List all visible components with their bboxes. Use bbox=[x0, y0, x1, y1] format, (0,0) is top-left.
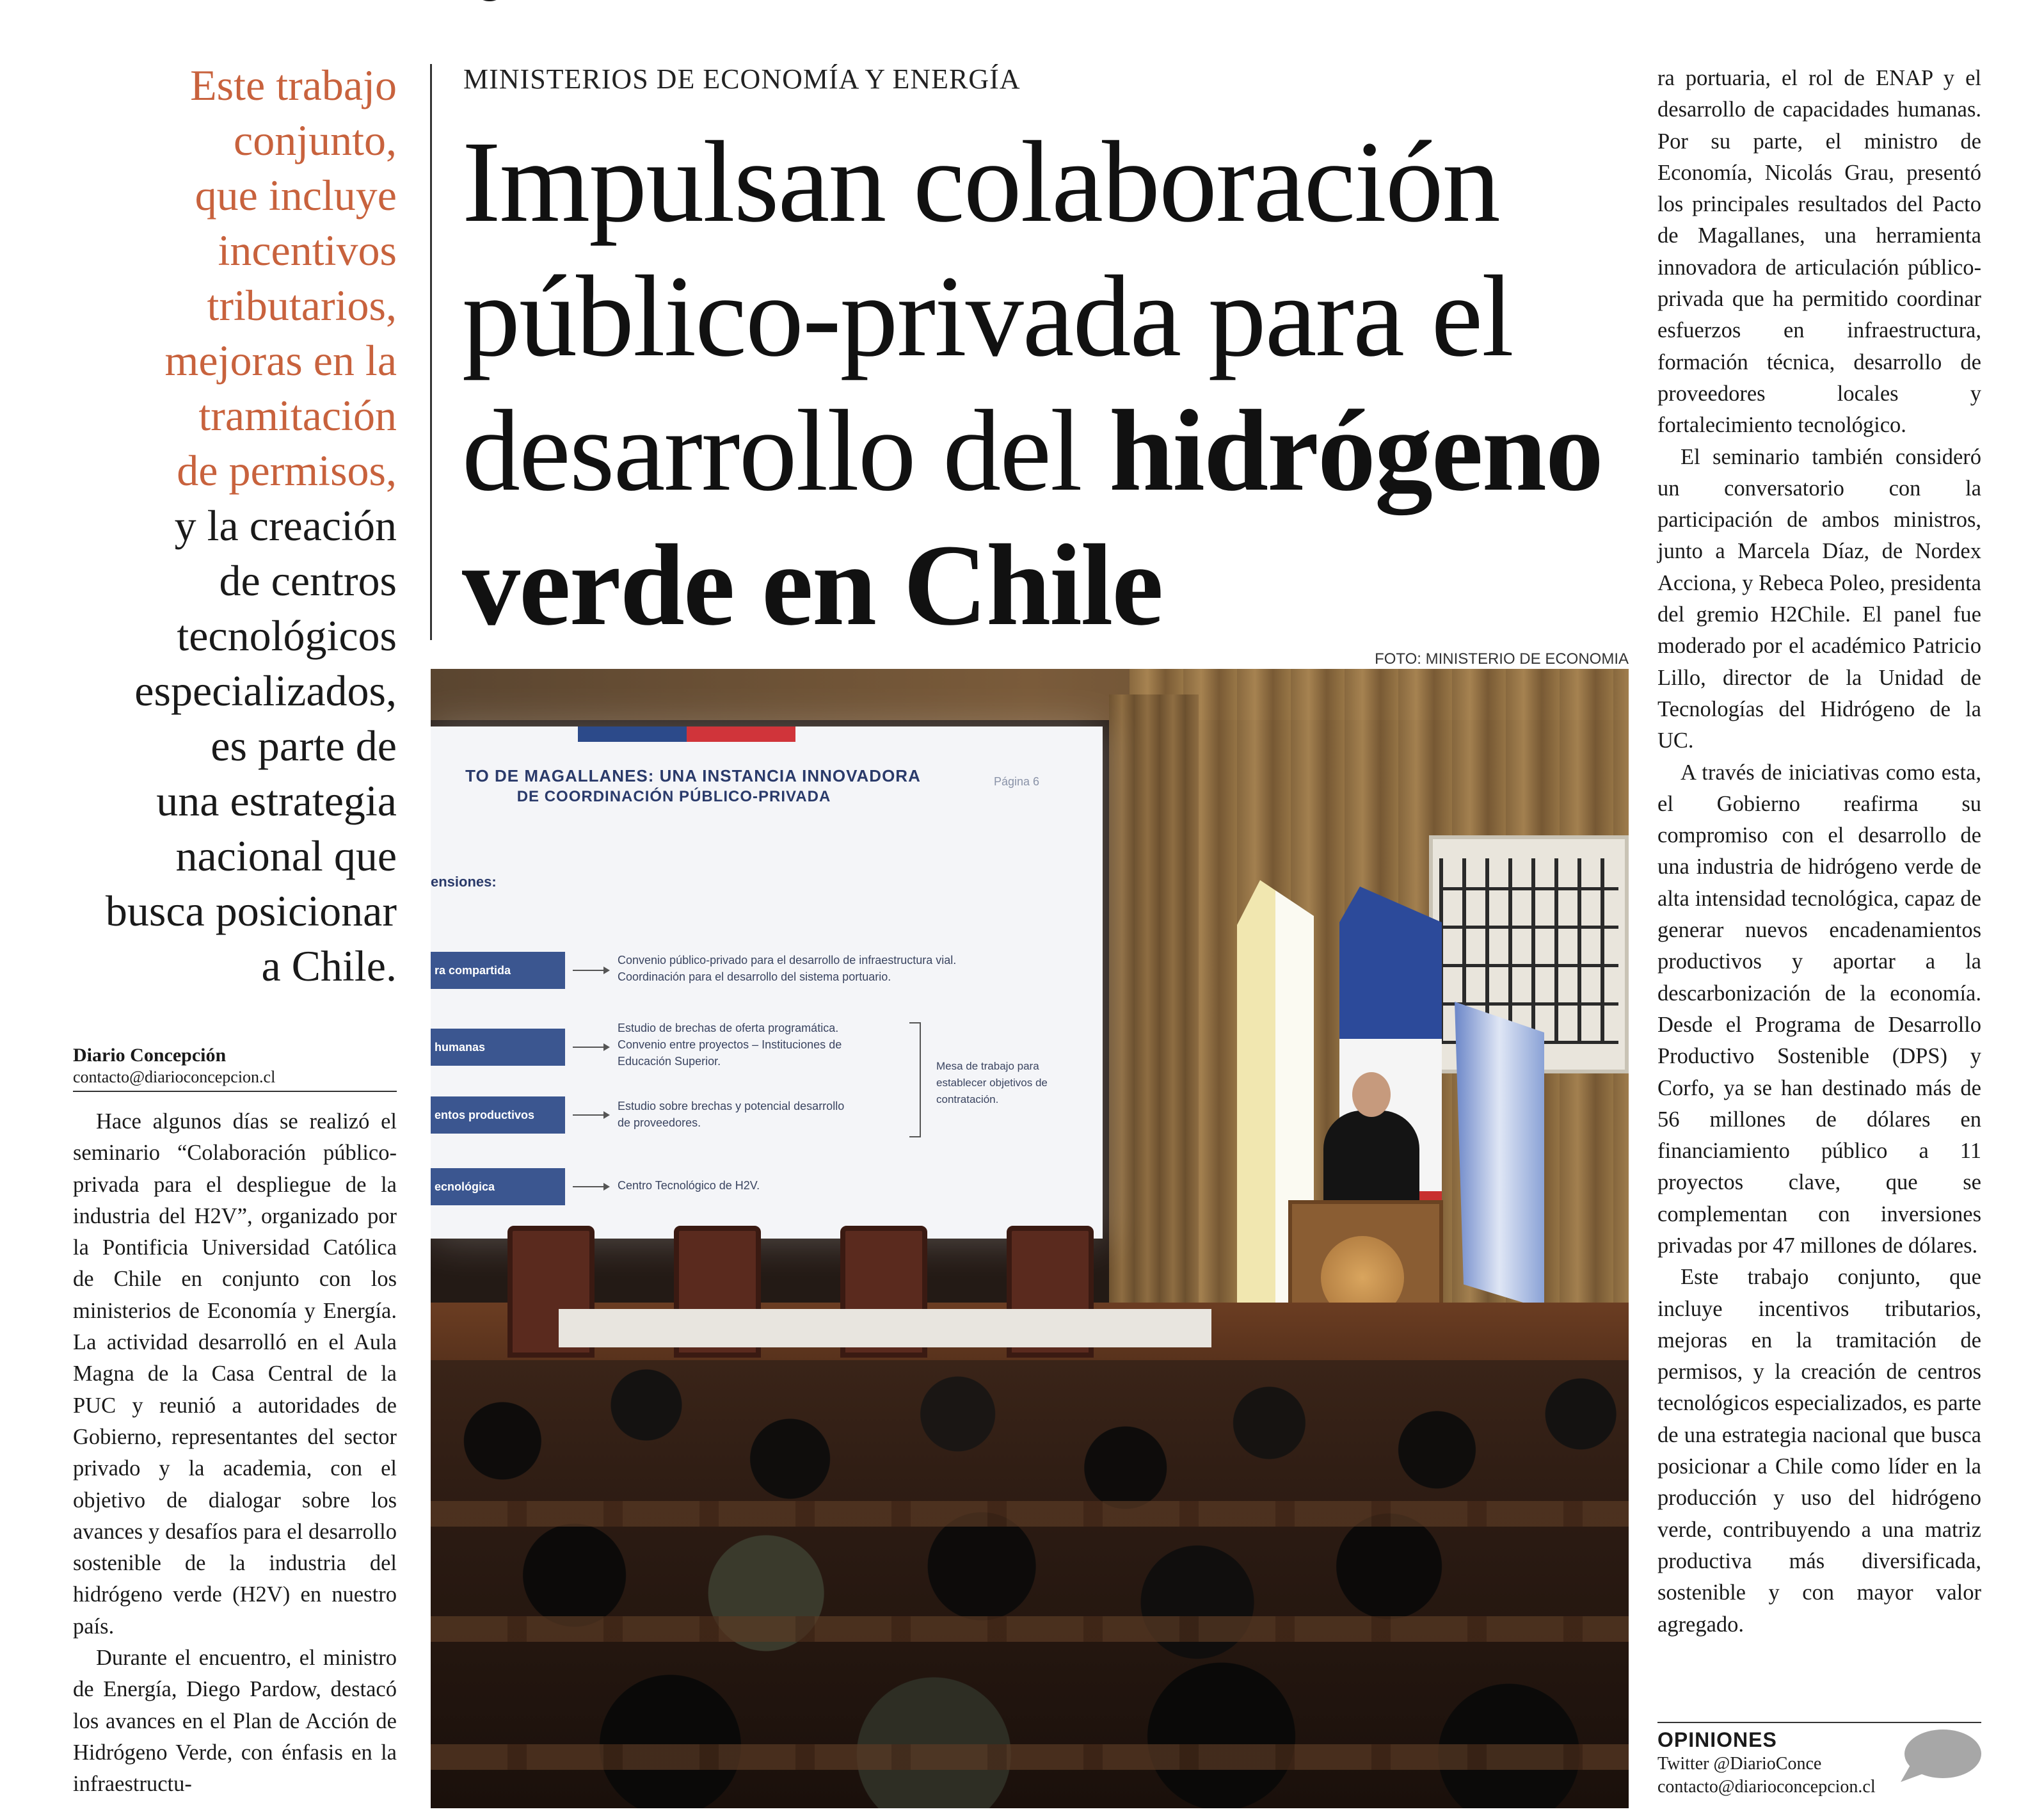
pull-quote-line: una estrategia bbox=[156, 776, 397, 825]
slide-desc-line: Estudio de brechas de oferta programática. bbox=[618, 1022, 839, 1034]
pull-quote-line: especializados, bbox=[134, 666, 397, 715]
body-paragraph: El seminario también consideró un conversatorio con la participación de ambos ministros, junto a Marcela Díaz, de Nordex Acciona, y Rebeca Poleo, presidenta del gremio H2Chile. El panel fue moderado por el académico Patricio Lillo, director de la Unidad de Tecnologías del Hidrógeno de la UC. bbox=[1657, 444, 1981, 753]
pull-quote-line: a Chile. bbox=[261, 942, 397, 990]
slide-row-desc bbox=[618, 1098, 844, 1131]
slide-desc-line: Estudio sobre brechas y potencial desarrollo bbox=[618, 1100, 845, 1112]
opinions-divider bbox=[1657, 1722, 1981, 1723]
body-paragraph: A través de iniciativas como esta, el Gobierno reafirma su compromiso con el desarrollo de una industria de hidrógeno verde de alta intensidad tecnológica, capaz de generar nuevos encadenamientos productivos y aportar a la descarbonización de la economía. Desde el Programa de Desarrollo Productivo Sostenible (DPS) y Corfo, ya se han destinado más de 56 millones de dólares en financiamiento público a 11 proyectos clave, que se complementan con inversiones privadas por 47 millones de dólares. bbox=[1657, 760, 1981, 1258]
slide-dimension-row: ra compartida bbox=[431, 952, 565, 989]
body-paragraph: Este trabajo conjunto, que incluye incentivos tributarios, mejoras en la tramitación de permisos, y la creación de centros tecnológicos especializados, es parte de una estrategia nacional que busca posicionar a Chile como líder en la producción y uso del hidrógeno verde, contribuyendo a una matriz productiva más diversificada, sostenible y con mayor valor agregado. bbox=[1657, 1265, 1981, 1637]
pull-quote-line: tecnológicos bbox=[177, 611, 397, 660]
slide-desc-line: Convenio público-privado para el desarrollo de infraestructura vial. bbox=[618, 954, 957, 967]
panel-table bbox=[559, 1309, 1211, 1347]
headline-light-text: desarrollo del bbox=[462, 387, 1082, 515]
headline-line: Impulsan colaboración bbox=[462, 118, 1499, 246]
headline-line bbox=[462, 384, 1640, 518]
arrow-right-icon bbox=[573, 1186, 609, 1187]
slide-desc-line: Centro Tecnológico de H2V. bbox=[618, 1179, 760, 1192]
pull-quote-line: de permisos, bbox=[177, 446, 397, 495]
body-column-right bbox=[1657, 63, 1981, 1641]
slide-desc-line: Convenio entre proyectos – Instituciones de bbox=[618, 1038, 842, 1051]
speech-bubble-icon bbox=[1897, 1728, 1983, 1785]
photo-credit: FOTO: MINISTERIO DE ECONOMIA bbox=[1375, 650, 1629, 668]
headline bbox=[462, 115, 1640, 653]
seat-row bbox=[431, 1501, 1629, 1527]
pull-quote-line: tributarios, bbox=[207, 281, 397, 330]
pull-quote-line: conjunto, bbox=[234, 116, 397, 165]
slide-mesa-note bbox=[936, 1058, 1090, 1108]
slide-subtitle: DE COORDINACIÓN PÚBLICO-PRIVADA bbox=[516, 788, 831, 805]
projection-screen bbox=[431, 726, 1103, 1239]
body-paragraph: Durante el encuentro, el ministro de Energía, Diego Pardow, destacó los avances en el Plan de Acción de Hidrógeno Verde, con énfasis en la infraestructu- bbox=[73, 1646, 397, 1797]
slide-mesa-line: contratación. bbox=[936, 1093, 999, 1105]
byline-author: Diario Concepción bbox=[73, 1045, 227, 1066]
body-column-left bbox=[73, 1106, 397, 1801]
byline-email: contacto@diarioconcepcion.cl bbox=[73, 1068, 276, 1086]
slide-flag-bar bbox=[578, 726, 795, 742]
headline-bold-text: hidrógeno bbox=[1109, 387, 1602, 515]
kicker-divider bbox=[430, 64, 432, 640]
slide-dimensions-label: ensiones: bbox=[431, 874, 497, 890]
pull-quote-line: y la creación bbox=[174, 501, 397, 550]
arrow-right-icon bbox=[573, 1047, 609, 1048]
pull-quote-line: Este trabajo bbox=[190, 61, 397, 109]
pull-quote-line: busca posicionar bbox=[105, 887, 397, 935]
pull-quote-line: mejoras en la bbox=[164, 336, 397, 385]
arrow-right-icon bbox=[573, 970, 609, 971]
seat-row bbox=[431, 1744, 1629, 1770]
slide-row-desc bbox=[618, 1177, 760, 1194]
slide-title: TO DE MAGALLANES: UNA INSTANCIA INNOVADORA bbox=[465, 766, 921, 785]
opinions-twitter: Twitter @DiarioConce bbox=[1657, 1754, 1822, 1774]
slide-mesa-line: Mesa de trabajo para bbox=[936, 1060, 1039, 1072]
article-photo bbox=[431, 669, 1629, 1808]
audience bbox=[431, 1360, 1629, 1808]
headline-line: verde en Chile bbox=[462, 521, 1163, 650]
cut-off-glyph bbox=[474, 0, 506, 1]
opinions-heading: OPINIONES bbox=[1657, 1728, 1777, 1751]
pull-quote-line: tramitación bbox=[198, 391, 397, 440]
pull-quote-line: nacional que bbox=[175, 831, 397, 880]
slide-mesa-line: establecer objetivos de bbox=[936, 1077, 1048, 1089]
pull-quote-line: que incluye bbox=[195, 171, 397, 220]
pull-quote bbox=[38, 58, 397, 993]
pull-quote-line: de centros bbox=[219, 556, 397, 605]
institution-flag bbox=[1455, 1002, 1544, 1309]
section-kicker: MINISTERIOS DE ECONOMÍA Y ENERGÍA bbox=[463, 63, 1021, 95]
seat-row bbox=[431, 1616, 1629, 1642]
slide-desc-line: de proveedores. bbox=[618, 1116, 701, 1129]
pull-quote-line: incentivos bbox=[218, 226, 397, 275]
byline-divider bbox=[73, 1091, 397, 1092]
slide-dimension-row: humanas bbox=[431, 1029, 565, 1066]
headline-line: público-privada para el bbox=[462, 252, 1513, 381]
slide-brace bbox=[909, 1022, 921, 1137]
pull-quote-line: es parte de bbox=[211, 721, 397, 770]
slide-row-desc bbox=[618, 1020, 842, 1070]
curtain-side bbox=[1109, 694, 1199, 1399]
body-paragraph: ra portuaria, el rol de ENAP y el desarrollo de capacidades humanas. Por su parte, el ministro de Economía, Nicolás Grau, presentó los principales resultados del Pacto de Magallanes, una herramienta innovadora de articulación público-privada que ha permitido coordinar esfuerzos en infraestructura, formación técnica, desarrollo de proveedores locales y fortalecimiento tecnológico. bbox=[1657, 66, 1981, 438]
slide-row-desc bbox=[618, 952, 956, 985]
slide-page-number: Página 6 bbox=[994, 775, 1040, 788]
slide-dimension-row: entos productivos bbox=[431, 1096, 565, 1134]
slide-desc-line: Coordinación para el desarrollo del sistema portuario. bbox=[618, 970, 891, 983]
slide-dimension-row: ecnológica bbox=[431, 1168, 565, 1205]
body-paragraph: Hace algunos días se realizó el seminario “Colaboración público-privada para el despliegue de la industria del H2V”, organizado por la Pontificia Universidad Católica de Chile en conjunto con los ministerios de Economía y Energía. La actividad desarrolló en el Aula Magna de la Casa Central de la PUC y reunió a autoridades de Gobierno, representantes del sector privado y la academia, con el objetivo de dialogar sobre los avances y desafíos para el desarrollo sostenible de la industria del hidrógeno verde (H2V) en nuestro país. bbox=[73, 1109, 397, 1639]
slide-desc-line: Educación Superior. bbox=[618, 1055, 721, 1068]
opinions-email: contacto@diarioconcepcion.cl bbox=[1657, 1777, 1876, 1797]
arrow-right-icon bbox=[573, 1114, 609, 1116]
